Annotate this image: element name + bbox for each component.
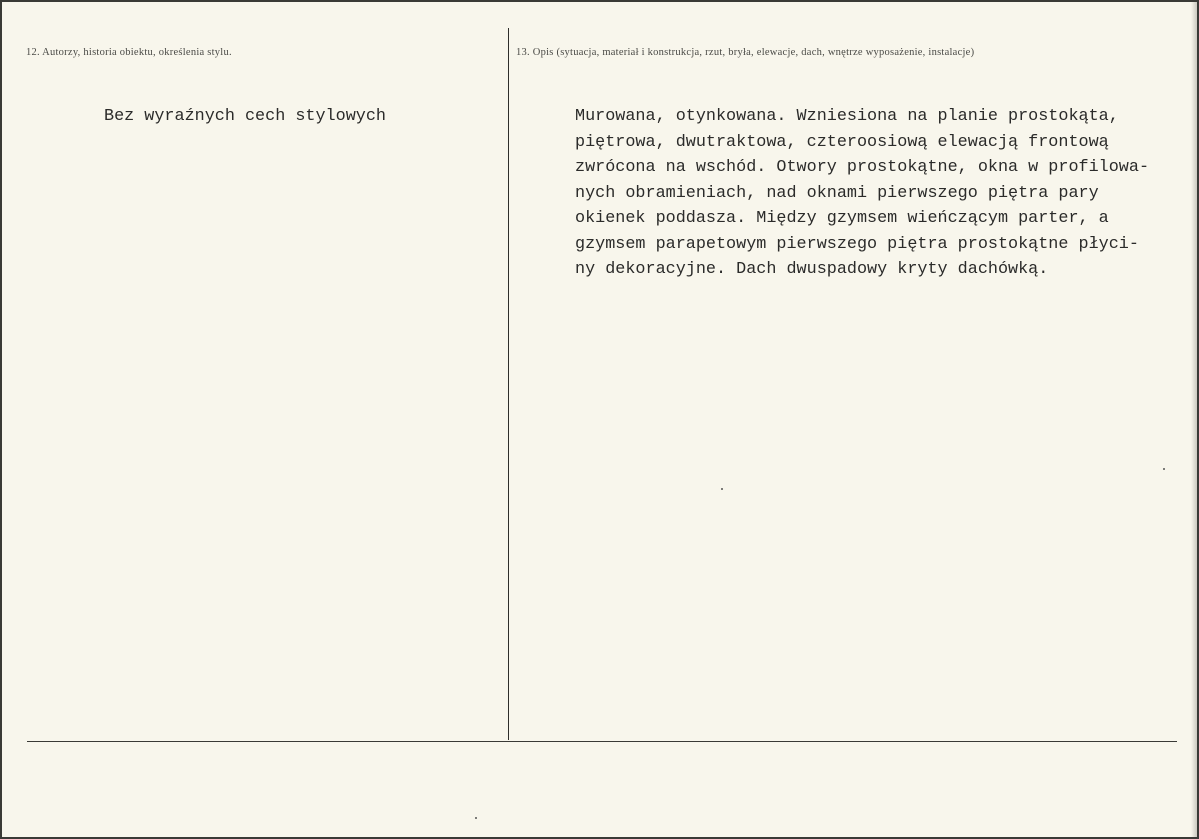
- description-line: zwrócona na wschód. Otwory prostokątne, okna w profilowa-: [575, 158, 1150, 177]
- description-line: nych obramieniach, nad oknami pierwszego piętra pary: [575, 183, 1099, 203]
- scan-speck: [475, 817, 477, 819]
- scan-speck: [721, 488, 723, 490]
- section-12-header: 12. Autorzy, historia obiektu, określenia stylu.: [26, 47, 232, 58]
- column-divider: [508, 28, 509, 740]
- description-line: okienek poddasza. Między gzymsem wieńczącym parter, a: [575, 209, 1109, 228]
- scan-speck: [1163, 468, 1165, 470]
- building-description: [575, 104, 1149, 283]
- description-line: ny dekoracyjne. Dach dwuspadowy kryty dachówką.: [575, 260, 1049, 279]
- description-line: gzymsem parapetowym pierwszego piętra prostokątne płyci-: [575, 234, 1139, 254]
- scan-edge-shadow: [1191, 2, 1197, 837]
- section-13-header: 13. Opis (sytuacja, materiał i konstrukcja, rzut, bryła, elewacje, dach, wnętrze wyposażenie, instalacje): [516, 47, 975, 58]
- bottom-rule: [27, 741, 1177, 742]
- style-description: Bez wyraźnych cech stylowych: [104, 107, 386, 126]
- description-line: piętrowa, dwutraktowa, czteroosiową elewacją frontową: [575, 132, 1109, 152]
- description-line: Murowana, otynkowana. Wzniesiona na planie prostokąta,: [575, 107, 1119, 126]
